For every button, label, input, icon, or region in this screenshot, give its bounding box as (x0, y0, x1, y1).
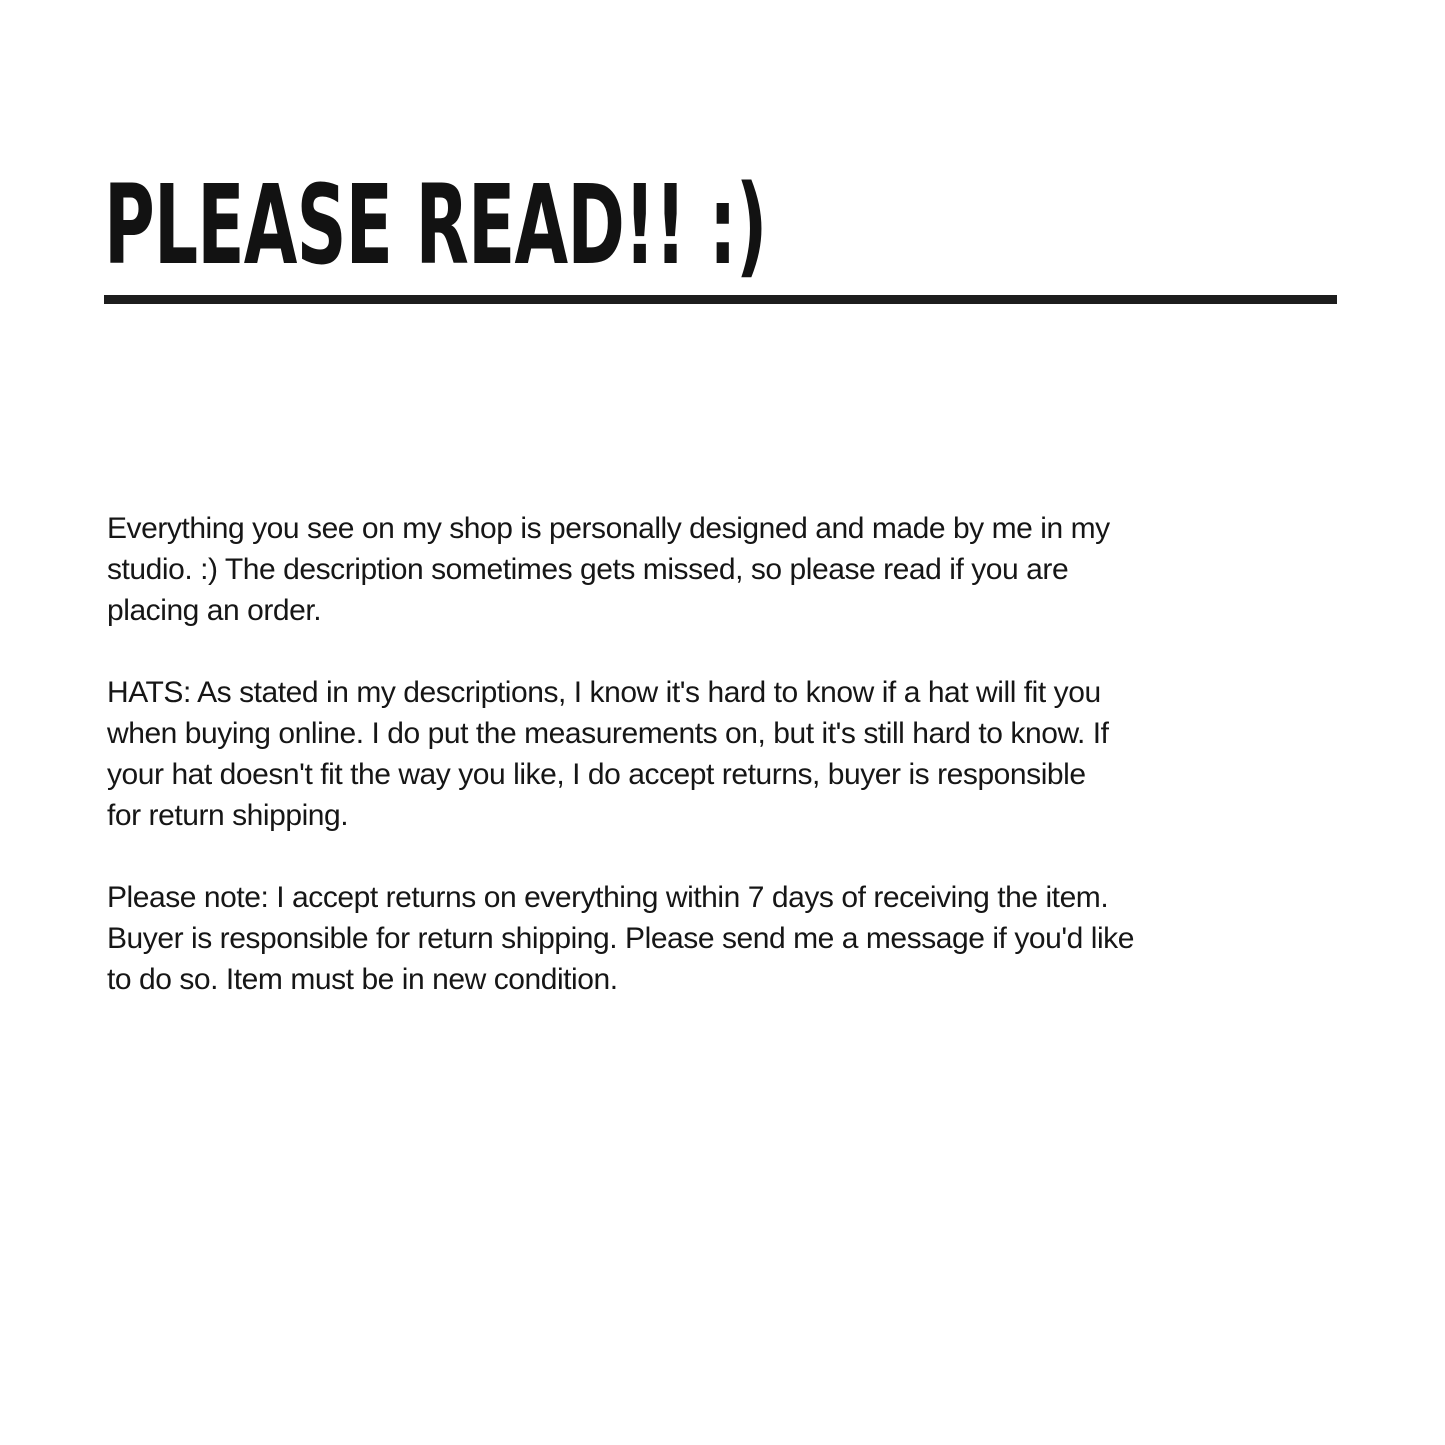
paragraph-shop-intro (107, 508, 1347, 631)
text-line: Please note: I accept returns on everything within 7 days of receiving the item. (107, 881, 1109, 914)
text-line: Everything you see on my shop is personally designed and made by me in my (107, 512, 1110, 545)
header-divider (104, 295, 1337, 304)
text-line: Buyer is responsible for return shipping. Please send me a message if you'd like (107, 922, 1134, 955)
text-line: when buying online. I do put the measurements on, but it's still hard to know. If (107, 717, 1109, 750)
text-line: HATS: As stated in my descriptions, I know it's hard to know if a hat will fit you (107, 676, 1101, 709)
notice-body (107, 508, 1347, 1041)
text-line: studio. :) The description sometimes gets missed, so please read if you are (107, 553, 1069, 586)
text-line: placing an order. (107, 594, 322, 627)
text-line: for return shipping. (107, 799, 349, 832)
text-line: your hat doesn't fit the way you like, I do accept returns, buyer is responsible (107, 758, 1086, 791)
text-line: to do so. Item must be in new condition. (107, 963, 618, 996)
page-title: PLEASE READ!! :) (104, 161, 767, 289)
paragraph-returns-policy (107, 877, 1347, 1000)
paragraph-hats-policy (107, 672, 1347, 836)
